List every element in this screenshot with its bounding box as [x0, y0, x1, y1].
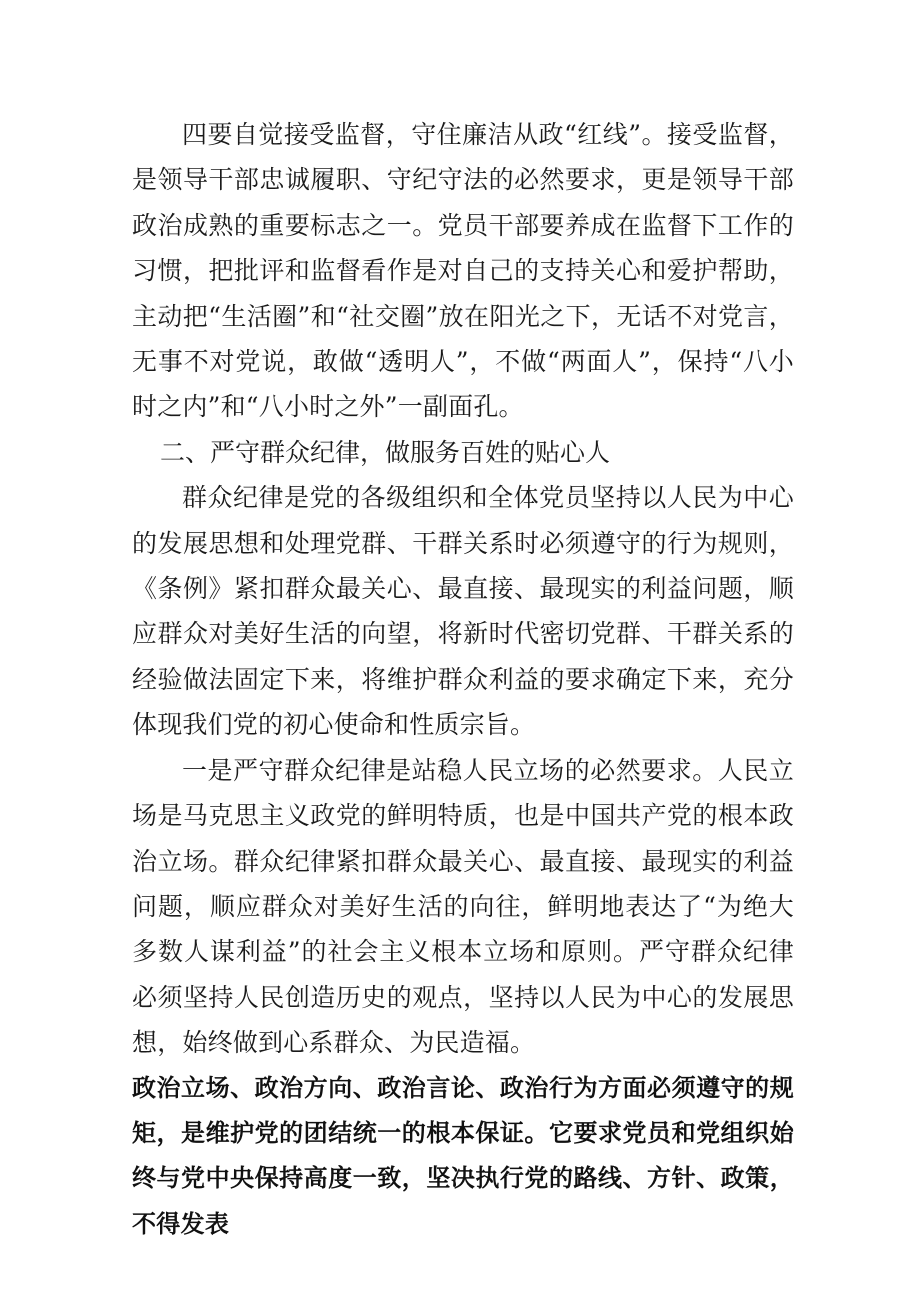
paragraph-people-stance: 一是严守群众纪律是站稳人民立场的必然要求。人民立场是马克思主义政党的鲜明特质，也是中国共产党的根本政治立场。群众纪律紧扣群众最关心、最直接、最现实的利益问题，顺应群众对美好生活的向往，鲜明地表达了“为绝大多数人谋利益”的社会主义根本立场和原则。严守群众纪律必须坚持人民创造历史的观点，坚持以人民为中心的发展思想，始终做到心系群众、为民造福。: [132, 755, 794, 1058]
paragraph-political-discipline: 政治立场、政治方向、政治言论、政治行为方面必须遵守的规矩，是维护党的团结统一的根本保证。它要求党员和党组织始终与党中央保持高度一致，坚决执行党的路线、方针、政策，不得发表: [132, 1073, 794, 1238]
paragraph-accept-supervision: 四要自觉接受监督，守住廉洁从政“红线”。接受监督，是领导干部忠诚履职、守纪守法的必然要求，更是领导干部政治成熟的重要标志之一。党员干部要养成在监督下工作的习惯，把批评和监督看作是对自己的支持关心和爱护帮助，主动把“生活圈”和“社交圈”放在阳光之下，无话不对党言，无事不对党说，敢做“透明人”，不做“两面人”，保持“八小时之内”和“八小时之外”一副面孔。: [132, 120, 794, 422]
document-page: [132, 112, 794, 1247]
section-heading-mass-discipline: 二、严守群众纪律，做服务百姓的贴心人: [160, 437, 611, 467]
paragraph-mass-discipline-intro: 群众纪律是党的各级组织和全体党员坚持以人民为中心的发展思想和处理党群、干群关系时必须遵守的行为规则，《条例》紧扣群众最关心、最直接、最现实的利益问题，顺应群众对美好生活的向望，将新时代密切党群、干群关系的经验做法固定下来，将维护群众利益的要求确定下来，充分体现我们党的初心使命和性质宗旨。: [132, 483, 794, 740]
